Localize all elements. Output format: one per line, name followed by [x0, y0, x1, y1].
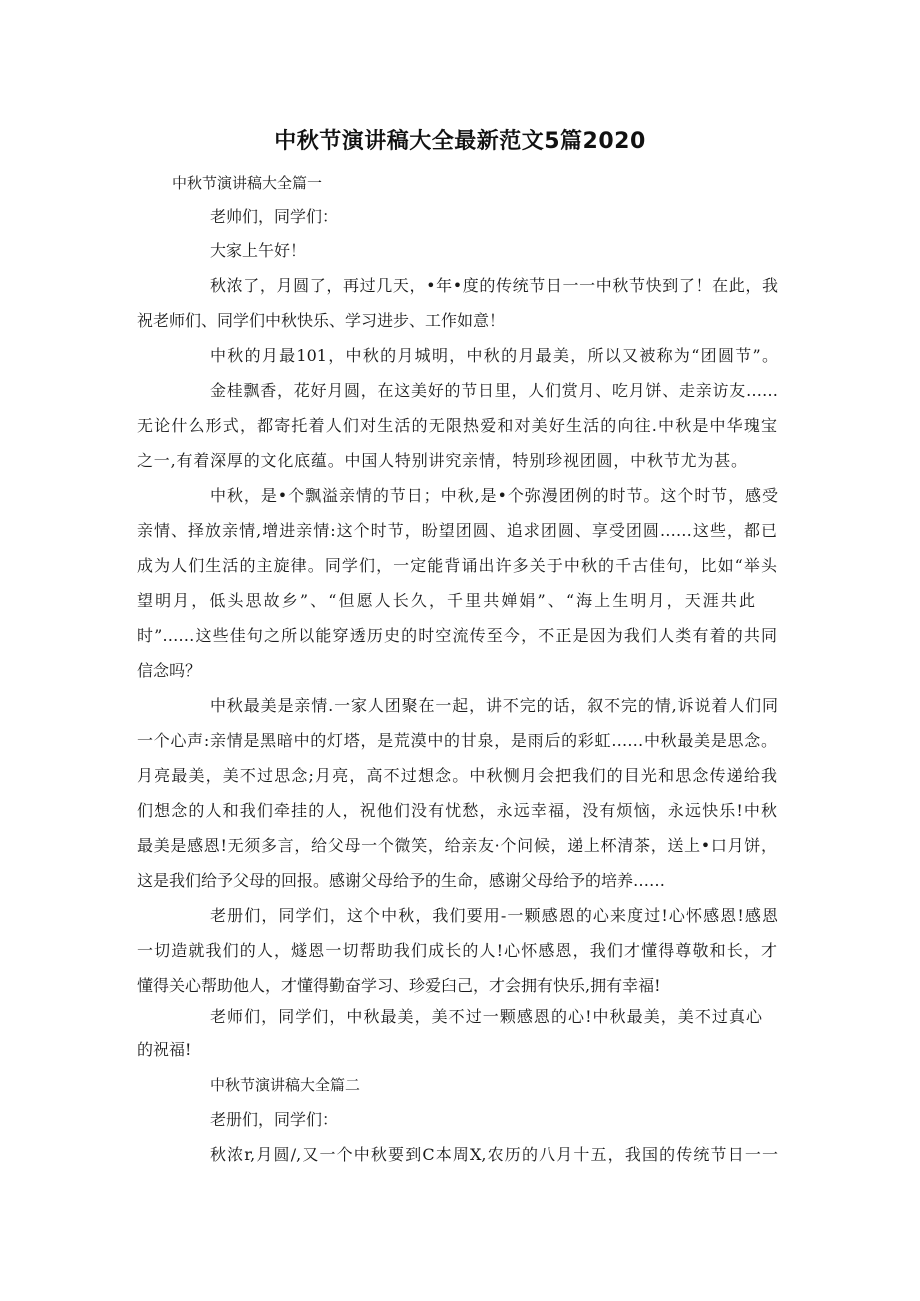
paragraph-line: 老帅们，同学们：: [210, 207, 339, 226]
paragraph-line: 月亮最美，美不过思念;月亮，高不过想念。中秋恻月会把我们的目光和思念传递给我: [137, 766, 777, 785]
paragraph-line: 秋浓r,月圆/,又一个中秋要到C本周X,农历的八月十五，我国的传统节日一一: [210, 1145, 778, 1164]
paragraph-line: 们想念的人和我们牵挂的人，祝他们没有忧愁，永远幸福，没有烦恼，永远快乐!中秋: [137, 801, 777, 820]
paragraph-line: 祝老师们、同学们中秋快乐、学习进步、工作如意！: [137, 311, 506, 330]
paragraph-line: 中秋，是•个飘溢亲情的节日；中秋,是•个弥漫团例的时节。这个时节，感受: [210, 486, 778, 505]
paragraph-line: 一个心声:亲情是黑暗中的灯塔，是荒漠中的甘泉，是雨后的彩虹……中秋最美是思念。: [137, 731, 777, 750]
paragraph-line: 秋浓了，月圆了，再过几天，•年•度的传统节日一一中秋节快到了！在此，我: [210, 276, 778, 295]
paragraph-line: 之一,有着深厚的文化底蕴。中国人特别讲究亲情，特别珍视团圆，中秋节尤为甚。: [137, 451, 747, 470]
paragraph-line: 老册们，同学们，这个中秋，我们要用-一颗感恩的心来度过!心怀感恩!感恩: [210, 906, 778, 925]
paragraph-line: 成为人们生活的主旋律。同学们，一定能背诵出许多关于中秋的千古佳句，比如“举头: [137, 556, 777, 575]
paragraph-line: 这是我们给予父母的回报。感谢父母给予的生命，感谢父母给予的培养……: [137, 871, 666, 890]
paragraph-line: 金桂飘香，花好月圆，在这美好的节日里，人们赏月、吃月饼、走亲访友……: [210, 381, 778, 400]
section-heading-2: 中秋节演讲稿大全篇二: [210, 1076, 361, 1094]
paragraph-line: 时”……这些佳句之所以能穿透历史的时空流传至今，不正是因为我们人类有着的共同: [137, 626, 777, 645]
paragraph-line: 老师们，同学们，中秋最美，美不过一颗感恩的心!中秋最美，美不过真心: [210, 1007, 762, 1026]
section-heading-1: 中秋节演讲稿大全篇一: [172, 174, 323, 192]
paragraph-line: 无论什么形式，都寄托着人们对生活的无限热爱和对美好生活的向往.中秋是中华瑰宝: [137, 416, 777, 435]
paragraph-line: 亲情、择放亲情,增进亲情:这个时节，盼望团圆、追求团圆、享受团圆……这些，都已: [137, 521, 777, 540]
paragraph-line: 一切造就我们的人，燧恩一切帮助我们成长的人!心怀感恩，我们才懂得尊敬和长，才: [137, 941, 777, 960]
paragraph-line: 大家上午好！: [210, 241, 307, 260]
paragraph-line: 中秋的月最101，中秋的月城明，中秋的月最美，所以又被称为“团圆节”。: [210, 346, 778, 365]
paragraph-line: 的祝福!: [137, 1040, 192, 1059]
paragraph-line: 懂得关心帮助他人，才懂得勤奋学习、珍爱臼己，才会拥有快乐,拥有幸福!: [137, 976, 661, 995]
paragraph-line: 最美是感恩!无须多言，给父母一个微笑，给亲友·个问候，递上杯清茶，送上•口月饼，: [137, 836, 777, 855]
document-title: 中秋节演讲稿大全最新范文5篇2020: [274, 129, 646, 154]
paragraph-line: 中秋最美是亲情.一家人团聚在一起，讲不完的话，叙不完的情,诉说着人们同: [210, 696, 778, 715]
paragraph-line: 信念吗？: [137, 661, 202, 680]
paragraph-line: 老册们，同学们：: [210, 1110, 339, 1129]
paragraph-line: 望明月，低头思故乡”、“但愿人长久，千里共婵娟”、“海上生明月，天涯共此: [137, 591, 755, 610]
